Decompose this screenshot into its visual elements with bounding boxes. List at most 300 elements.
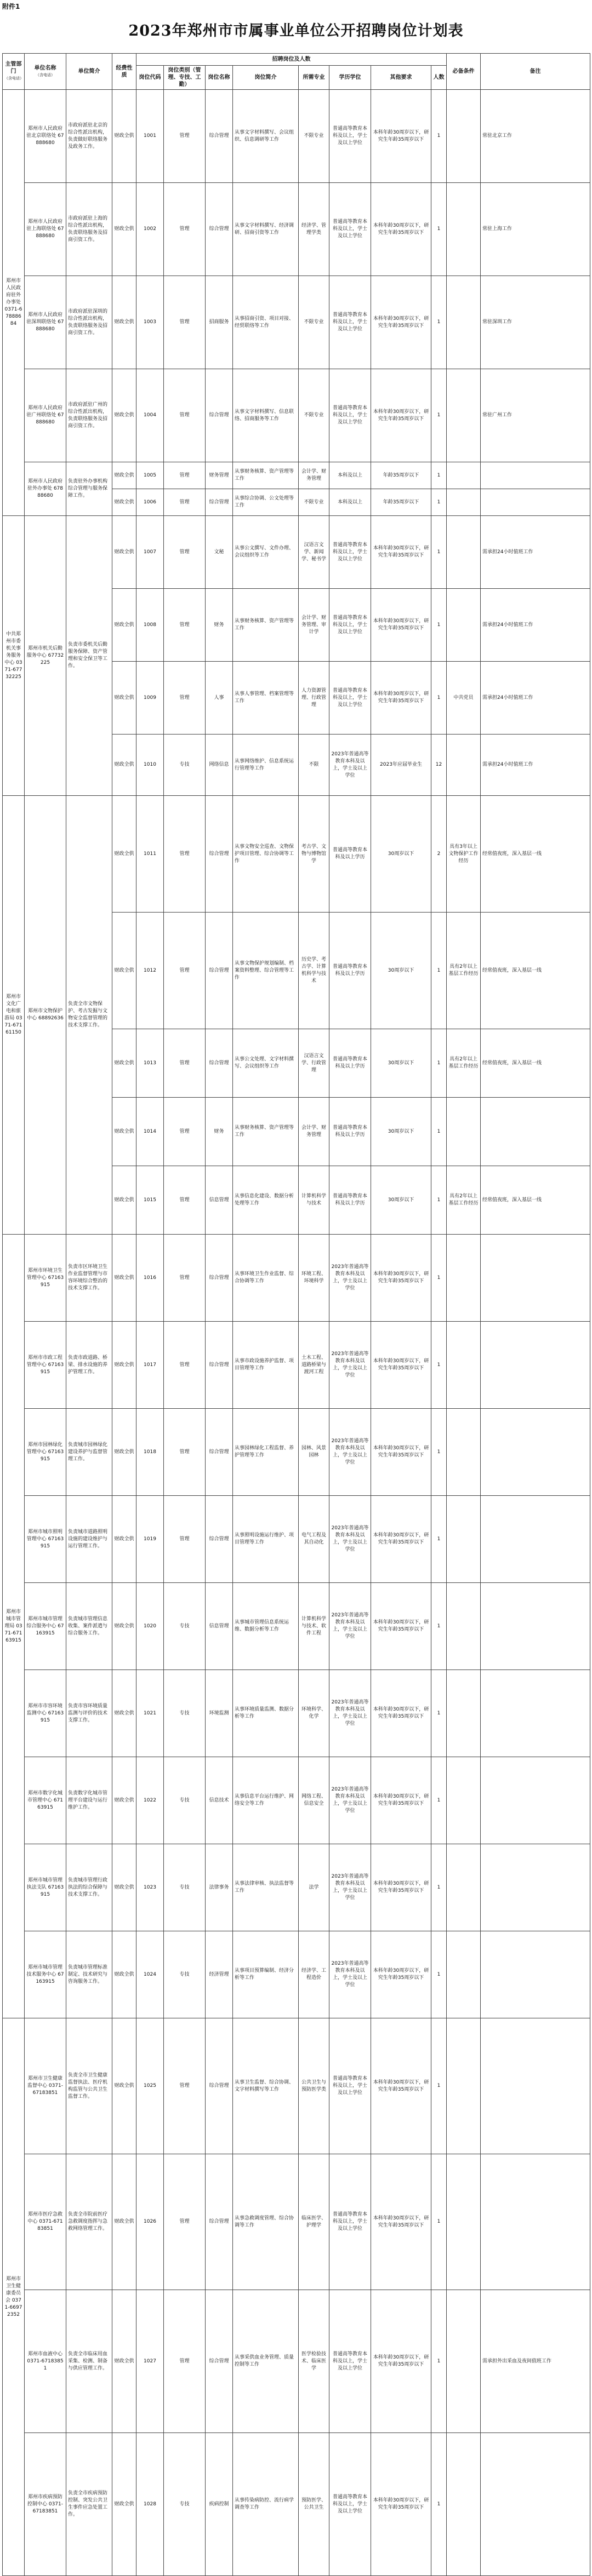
other-cell: 本科年龄30周岁以下，研究生年龄35周岁以下 (371, 1931, 431, 2018)
count-cell: 1 (431, 369, 447, 462)
code-cell: 1023 (136, 1844, 164, 1931)
position-name-cell: 招商服务 (206, 276, 233, 369)
major-cell: 预防医学、公共卫生 (299, 2433, 329, 2576)
position-name-cell: 综合管理 (206, 489, 233, 516)
header-code: 岗位代码 (136, 66, 164, 90)
edu-cell: 2023年普通高等教育本科及以上，学士及以上学位 (329, 1931, 371, 2018)
type-cell: 管理 (164, 589, 206, 662)
note-cell: 经常值夜班，深入基层一线 (481, 1166, 590, 1235)
code-cell: 1006 (136, 489, 164, 516)
cond-cell (447, 369, 481, 462)
desc-cell: 从事公文撰写、文件办理、会议组织等工作 (233, 516, 299, 589)
desc-cell: 从事财务核算、资产管理等工作 (233, 1098, 299, 1166)
note-cell: 经常值夜班，深入基层一线 (481, 913, 590, 1029)
table-row (3, 1235, 590, 1322)
edu-cell: 普通高等教育本科及以上，学士及以上学位 (329, 2290, 371, 2433)
table-row (3, 796, 590, 913)
major-cell: 不限 (299, 735, 329, 796)
major-cell: 法学 (299, 1844, 329, 1931)
note-cell: 需承担24小时值班工作 (481, 589, 590, 662)
type-cell: 专技 (164, 1844, 206, 1931)
other-cell: 30周岁以下 (371, 913, 431, 1029)
desc-cell: 从事卫生监督、综合协调、文字材料撰写等工作 (233, 2018, 299, 2154)
position-name-cell: 经济管理 (206, 1931, 233, 2018)
type-cell: 管理 (164, 1235, 206, 1322)
position-name-cell: 综合管理 (206, 2154, 233, 2290)
count-cell: 1 (431, 2018, 447, 2154)
note-cell (481, 1583, 590, 1670)
type-cell: 管理 (164, 489, 206, 516)
count-cell: 1 (431, 462, 447, 489)
count-cell: 1 (431, 1235, 447, 1322)
unit-cell: 郑州市城市管理综合服务中心 67163915 (25, 1583, 66, 1670)
count-cell: 12 (431, 735, 447, 796)
table-row (3, 1583, 590, 1670)
intro-cell: 负责城市管理行政执法的综合保障与技术支撑工作。 (66, 1844, 112, 1931)
header-major: 所需专业 (299, 66, 329, 90)
unit-cell: 郑州市人民政府驻上海联络处 67888680 (25, 183, 66, 276)
position-name-cell: 财务 (206, 1098, 233, 1166)
count-cell: 1 (431, 913, 447, 1029)
type-cell: 管理 (164, 369, 206, 462)
cond-cell: 具有2年以上基层工作经历 (447, 1029, 481, 1098)
note-cell: 经常值夜班，深入基层一线 (481, 796, 590, 913)
unit-cell: 郑州市城市照明管理中心 67163915 (25, 1496, 66, 1583)
count-cell: 1 (431, 1496, 447, 1583)
desc-cell: 从事招商引资、项目对接、经贸联络等工作 (233, 276, 299, 369)
unit-cell: 郑州市卫生健康监督中心 0371-67183851 (25, 2018, 66, 2154)
major-cell: 会计学、财务管理 (299, 462, 329, 489)
code-cell: 1018 (136, 1409, 164, 1496)
type-cell: 专技 (164, 2433, 206, 2576)
edu-cell: 普通高等教育本科及以上学历 (329, 1029, 371, 1098)
note-cell: 需承担24小时值班工作 (481, 662, 590, 735)
code-cell: 1003 (136, 276, 164, 369)
count-cell: 1 (431, 662, 447, 735)
page-title: 2023年郑州市市属事业单位公开招聘岗位计划表 (128, 22, 464, 39)
count-cell: 1 (431, 1583, 447, 1670)
funding-cell: 财政全供 (112, 183, 136, 276)
other-cell: 本科年龄30周岁以下，研究生年龄35周岁以下 (371, 1583, 431, 1670)
cond-cell (447, 2154, 481, 2290)
funding-cell: 财政全供 (112, 1757, 136, 1844)
cond-cell (447, 1409, 481, 1496)
major-cell: 会计学、财务管理、审计学 (299, 589, 329, 662)
unit-cell: 郑州市市政工程管理中心 67163915 (25, 1322, 66, 1409)
count-cell: 1 (431, 1322, 447, 1409)
major-cell: 土木工程、道路桥梁与渡河工程 (299, 1322, 329, 1409)
cond-cell (447, 1098, 481, 1166)
table-body (3, 90, 590, 2576)
intro-cell: 负责全市院前医疗急救调度指挥与急救网络管理工作。 (66, 2154, 112, 2290)
note-cell: 常驻北京工作 (481, 90, 590, 183)
edu-cell: 2023年普通高等教育本科及以上，学士及以上学位 (329, 735, 371, 796)
intro-cell: 负责城市管理信息收集、案件派遣与综合服务工作。 (66, 1583, 112, 1670)
recruitment-table (2, 53, 590, 2576)
edu-cell: 普通高等教育本科及以上学历 (329, 796, 371, 913)
code-cell: 1016 (136, 1235, 164, 1322)
count-cell: 1 (431, 589, 447, 662)
other-cell: 本科年龄30周岁以下，研究生年龄35周岁以下 (371, 2290, 431, 2433)
funding-cell: 财政全供 (112, 462, 136, 489)
intro-cell: 负责全市临床用血采集、检测、制备与供应管理工作。 (66, 2290, 112, 2433)
note-cell (481, 1757, 590, 1844)
intro-cell: 负责全市卫生健康监督执法、医疗机构监管与公共卫生监督工作。 (66, 2018, 112, 2154)
major-cell: 考古学、文物与博物馆学 (299, 796, 329, 913)
funding-cell: 财政全供 (112, 913, 136, 1029)
count-cell: 1 (431, 489, 447, 516)
edu-cell: 普通高等教育本科及以上学历 (329, 913, 371, 1029)
header-count: 人数 (431, 66, 447, 90)
intro-cell: 负责数字化城市管理平台建设与运行维护工作。 (66, 1757, 112, 1844)
edu-cell: 2023年普通高等教育本科及以上，学士及以上学位 (329, 1844, 371, 1931)
type-cell: 管理 (164, 1409, 206, 1496)
funding-cell: 财政全供 (112, 369, 136, 462)
intro-cell: 负责驻外办事机构综合管理与服务保障工作。 (66, 462, 112, 516)
type-cell: 管理 (164, 276, 206, 369)
major-cell: 计算机科学与技术、软件工程 (299, 1583, 329, 1670)
note-cell (481, 1496, 590, 1583)
position-name-cell: 疾病控制 (206, 2433, 233, 2576)
desc-cell: 从事照明设施运行维护、项目管理等工作 (233, 1496, 299, 1583)
edu-cell: 普通高等教育本科及以上，学士及以上学位 (329, 369, 371, 462)
other-cell: 30周岁以下 (371, 1029, 431, 1098)
type-cell: 管理 (164, 1496, 206, 1583)
code-cell: 1011 (136, 796, 164, 913)
type-cell: 管理 (164, 1322, 206, 1409)
desc-cell: 从事文字材料撰写、信息联络、招商服务等工作 (233, 369, 299, 462)
edu-cell: 2023年普通高等教育本科及以上，学士及以上学位 (329, 1496, 371, 1583)
other-cell: 本科年龄30周岁以下，研究生年龄35周岁以下 (371, 369, 431, 462)
funding-cell: 财政全供 (112, 2018, 136, 2154)
dept-cell: 郑州市人民政府驻外办事处 0371-67888684 (3, 90, 25, 516)
count-cell: 1 (431, 2433, 447, 2576)
count-cell: 1 (431, 2154, 447, 2290)
other-cell: 本科年龄30周岁以下，研究生年龄35周岁以下 (371, 276, 431, 369)
dept-cell: 郑州市卫生健康委员会 0371-66972352 (3, 2018, 25, 2576)
funding-cell: 财政全供 (112, 2154, 136, 2290)
note-cell (481, 1931, 590, 2018)
position-name-cell: 综合管理 (206, 1322, 233, 1409)
type-cell: 专技 (164, 1757, 206, 1844)
major-cell: 园林、风景园林 (299, 1409, 329, 1496)
type-cell: 专技 (164, 1670, 206, 1757)
cond-cell (447, 735, 481, 796)
cond-cell (447, 183, 481, 276)
cond-cell (447, 1235, 481, 1322)
position-name-cell: 综合管理 (206, 1409, 233, 1496)
other-cell: 本科年龄30周岁以下，研究生年龄35周岁以下 (371, 1409, 431, 1496)
type-cell: 专技 (164, 1931, 206, 2018)
dept-cell: 郑州市文化广电和旅游局 0371-67161150 (3, 796, 25, 1235)
cond-cell: 具有2年以上基层工作经历 (447, 1166, 481, 1235)
position-name-cell: 信息管理 (206, 1166, 233, 1235)
edu-cell: 2023年普通高等教育本科及以上，学士及以上学位 (329, 1409, 371, 1496)
unit-cell: 郑州市城市管理技术服务中心 67163915 (25, 1931, 66, 2018)
position-name-cell: 信息技术 (206, 1757, 233, 1844)
cond-cell (447, 2290, 481, 2433)
type-cell: 专技 (164, 735, 206, 796)
code-cell: 1020 (136, 1583, 164, 1670)
unit-cell: 郑州市人民政府驻外办事处 67888680 (25, 462, 66, 516)
major-cell: 环境工程、环境科学 (299, 1235, 329, 1322)
edu-cell: 2023年普通高等教育本科及以上，学士及以上学位 (329, 1235, 371, 1322)
cond-cell (447, 516, 481, 589)
position-name-cell: 综合管理 (206, 369, 233, 462)
cond-cell (447, 589, 481, 662)
position-name-cell: 综合管理 (206, 1029, 233, 1098)
position-name-cell: 综合管理 (206, 2018, 233, 2154)
edu-cell: 2023年普通高等教育本科及以上，学士及以上学位 (329, 1757, 371, 1844)
unit-cell: 郑州市血液中心 0371-67183851 (25, 2290, 66, 2433)
table-row (3, 369, 590, 462)
code-cell: 1019 (136, 1496, 164, 1583)
type-cell: 管理 (164, 1098, 206, 1166)
note-cell (481, 1098, 590, 1166)
intro-cell: 市政府派驻深圳的综合性派出机构，负责联络服务及招商引资工作。 (66, 276, 112, 369)
type-cell: 专技 (164, 1583, 206, 1670)
edu-cell: 本科及以上 (329, 462, 371, 489)
funding-cell: 财政全供 (112, 90, 136, 183)
note-cell: 需承担24小时值班工作 (481, 516, 590, 589)
attachment-label: 附件1 (2, 3, 20, 10)
desc-cell: 从事法律审核、执法监督等工作 (233, 1844, 299, 1931)
funding-cell: 财政全供 (112, 276, 136, 369)
count-cell: 1 (431, 1409, 447, 1496)
funding-cell: 财政全供 (112, 1098, 136, 1166)
other-cell: 本科年龄30周岁以下，研究生年龄35周岁以下 (371, 1235, 431, 1322)
other-cell: 本科年龄30周岁以下，研究生年龄35周岁以下 (371, 183, 431, 276)
position-name-cell: 信息管理 (206, 1583, 233, 1670)
edu-cell: 普通高等教育本科及以上，学士及以上学位 (329, 2154, 371, 2290)
desc-cell: 从事财务核算、资产管理等工作 (233, 462, 299, 489)
other-cell: 本科年龄30周岁以下，研究生年龄35周岁以下 (371, 516, 431, 589)
intro-cell: 负责城市管理标准制定、技术研究与咨询服务工作。 (66, 1931, 112, 2018)
position-name-cell: 综合管理 (206, 2290, 233, 2433)
position-name-cell: 财务 (206, 589, 233, 662)
position-name-cell: 网络信息 (206, 735, 233, 796)
dept-cell: 中共郑州市委机关事务服务中心 0371-67732225 (3, 516, 25, 796)
unit-cell: 郑州市医疗急救中心 0371-67183851 (25, 2154, 66, 2290)
type-cell: 管理 (164, 796, 206, 913)
cond-cell: 具有3年以上文物保护工作经历 (447, 796, 481, 913)
unit-cell: 郑州市环境卫生管理中心 67163915 (25, 1235, 66, 1322)
edu-cell: 普通高等教育本科及以上，学士及以上学位 (329, 2018, 371, 2154)
note-cell (481, 2154, 590, 2290)
note-cell (481, 462, 590, 489)
funding-cell: 财政全供 (112, 735, 136, 796)
other-cell: 本科年龄30周岁以下，研究生年龄35周岁以下 (371, 2018, 431, 2154)
funding-cell: 财政全供 (112, 796, 136, 913)
edu-cell: 2023年普通高等教育本科及以上，学士及以上学位 (329, 1322, 371, 1409)
desc-cell: 从事人事管理、档案管理等工作 (233, 662, 299, 735)
note-cell (481, 1670, 590, 1757)
desc-cell: 从事急救调度管理、综合协调等工作 (233, 2154, 299, 2290)
major-cell: 汉语言文学、新闻学、秘书学 (299, 516, 329, 589)
code-cell: 1008 (136, 589, 164, 662)
header-dept: 主管部门 （含电话） (3, 54, 25, 90)
table-row (3, 1931, 590, 2018)
code-cell: 1007 (136, 516, 164, 589)
code-cell: 1002 (136, 183, 164, 276)
type-cell: 管理 (164, 1166, 206, 1235)
desc-cell: 从事信息平台运行维护、网络安全等工作 (233, 1757, 299, 1844)
count-cell: 1 (431, 1166, 447, 1235)
unit-cell: 郑州市机关后勤服务中心 67732225 (25, 516, 66, 796)
desc-cell: 从事信息化建设、数据分析处理等工作 (233, 1166, 299, 1235)
code-cell: 1015 (136, 1166, 164, 1235)
funding-cell: 财政全供 (112, 1844, 136, 1931)
cond-cell (447, 90, 481, 183)
type-cell: 管理 (164, 462, 206, 489)
intro-cell: 市政府派驻广州的综合性派出机构，负责联络服务及招商引资工作。 (66, 369, 112, 462)
cond-cell: 具有2年以上基层工作经历 (447, 913, 481, 1029)
note-cell: 需承担外出采血及夜间值班工作 (481, 2290, 590, 2433)
type-cell: 管理 (164, 183, 206, 276)
code-cell: 1025 (136, 2018, 164, 2154)
major-cell: 不限专业 (299, 90, 329, 183)
desc-cell: 从事文字材料撰写、经济调研、招商引资等工作 (233, 183, 299, 276)
major-cell: 不限专业 (299, 489, 329, 516)
intro-cell: 负责城市道路照明设施的建设维护与运行管理工作。 (66, 1496, 112, 1583)
note-cell (481, 1844, 590, 1931)
other-cell: 本科年龄30周岁以下，研究生年龄35周岁以下 (371, 589, 431, 662)
edu-cell: 普通高等教育本科及以上，学士及以上学位 (329, 589, 371, 662)
header-cond: 必备条件 (447, 54, 481, 90)
type-cell: 管理 (164, 2290, 206, 2433)
header-group: 招聘岗位及人数 (136, 54, 447, 66)
major-cell: 不限专业 (299, 369, 329, 462)
code-cell: 1005 (136, 462, 164, 489)
other-cell: 30周岁以下 (371, 1098, 431, 1166)
type-cell: 管理 (164, 2018, 206, 2154)
other-cell: 本科年龄30周岁以下，研究生年龄35周岁以下 (371, 90, 431, 183)
other-cell: 年龄35周岁以下 (371, 462, 431, 489)
major-cell: 计算机科学与技术 (299, 1166, 329, 1235)
table-header-row (3, 54, 590, 66)
count-cell: 1 (431, 1029, 447, 1098)
other-cell: 年龄35周岁以下 (371, 489, 431, 516)
edu-cell: 2023年普通高等教育本科及以上，学士及以上学位 (329, 1583, 371, 1670)
note-cell (481, 1235, 590, 1322)
desc-cell: 从事文物保护规划编制、档案资料整理、综合管理等工作 (233, 913, 299, 1029)
cond-cell: 中共党员 (447, 662, 481, 735)
other-cell: 30周岁以下 (371, 1166, 431, 1235)
code-cell: 1004 (136, 369, 164, 462)
code-cell: 1021 (136, 1670, 164, 1757)
code-cell: 1009 (136, 662, 164, 735)
funding-cell: 财政全供 (112, 1670, 136, 1757)
position-name-cell: 法律事务 (206, 1844, 233, 1931)
note-cell (481, 1322, 590, 1409)
type-cell: 管理 (164, 2154, 206, 2290)
edu-cell: 普通高等教育本科及以上学历 (329, 1166, 371, 1235)
count-cell: 1 (431, 1098, 447, 1166)
major-cell: 环境科学、化学 (299, 1670, 329, 1757)
desc-cell: 从事综合协调、公文处理等工作 (233, 489, 299, 516)
edu-cell: 普通高等教育本科及以上，学士及以上学位 (329, 276, 371, 369)
desc-cell: 从事网络维护、信息系统运行管理等工作 (233, 735, 299, 796)
note-cell (481, 1409, 590, 1496)
other-cell: 本科年龄30周岁以下，研究生年龄35周岁以下 (371, 2154, 431, 2290)
other-cell: 本科年龄30周岁以下，研究生年龄35周岁以下 (371, 1496, 431, 1583)
count-cell: 1 (431, 90, 447, 183)
intro-cell: 市政府派驻北京的综合性派出机构，负责做好联络服务及政务工作。 (66, 90, 112, 183)
header-intro: 单位简介 (66, 54, 112, 90)
desc-cell: 从事财务核算、资产管理等工作 (233, 589, 299, 662)
unit-cell: 郑州市人民政府驻北京联络处 67888680 (25, 90, 66, 183)
desc-cell: 从事公文处理、文字材料撰写、会议组织等工作 (233, 1029, 299, 1098)
table-row (3, 1844, 590, 1931)
count-cell: 1 (431, 1844, 447, 1931)
intro-cell: 市政府派驻上海的综合性派出机构，负责联络服务及招商引资工作。 (66, 183, 112, 276)
code-cell: 1022 (136, 1757, 164, 1844)
position-name-cell: 综合管理 (206, 796, 233, 913)
cond-cell (447, 1931, 481, 2018)
position-name-cell: 人事 (206, 662, 233, 735)
funding-cell: 财政全供 (112, 662, 136, 735)
desc-cell: 从事市政设施养护监督、项目管理等工作 (233, 1322, 299, 1409)
note-cell: 常驻广州工作 (481, 369, 590, 462)
funding-cell: 财政全供 (112, 2290, 136, 2433)
table-row (3, 90, 590, 183)
type-cell: 管理 (164, 1029, 206, 1098)
other-cell: 本科年龄30周岁以下，研究生年龄35周岁以下 (371, 1844, 431, 1931)
major-cell: 人力资源管理、行政管理 (299, 662, 329, 735)
code-cell: 1017 (136, 1322, 164, 1409)
header-type: 岗位类别（管理、专技、工勤） (164, 66, 206, 90)
major-cell: 临床医学、护理学 (299, 2154, 329, 2290)
code-cell: 1026 (136, 2154, 164, 2290)
desc-cell: 从事传染病防控、流行病学调查等工作 (233, 2433, 299, 2576)
desc-cell: 从事文字材料撰写、会议组织、信息调研等工作 (233, 90, 299, 183)
count-cell: 1 (431, 2290, 447, 2433)
funding-cell: 财政全供 (112, 1496, 136, 1583)
table-row (3, 1322, 590, 1409)
cond-cell (447, 1844, 481, 1931)
code-cell: 1024 (136, 1931, 164, 2018)
desc-cell: 从事环境质量监测、数据分析等工作 (233, 1670, 299, 1757)
type-cell: 管理 (164, 516, 206, 589)
cond-cell (447, 489, 481, 516)
header-desc: 岗位简介 (233, 66, 299, 90)
funding-cell: 财政全供 (112, 1409, 136, 1496)
funding-cell: 财政全供 (112, 1029, 136, 1098)
funding-cell: 财政全供 (112, 1322, 136, 1409)
type-cell: 管理 (164, 662, 206, 735)
unit-cell: 郑州市人民政府驻深圳联络处 67888680 (25, 276, 66, 369)
note-cell (481, 489, 590, 516)
edu-cell: 普通高等教育本科及以上，学士及以上学位 (329, 90, 371, 183)
other-cell: 本科年龄30周岁以下，研究生年龄35周岁以下 (371, 2433, 431, 2576)
edu-cell: 普通高等教育本科及以上，学士及以上学位 (329, 516, 371, 589)
edu-cell: 本科及以上 (329, 489, 371, 516)
unit-cell: 郑州市城市管理执法支队 67163915 (25, 1844, 66, 1931)
count-cell: 2 (431, 796, 447, 913)
position-name-cell: 综合管理 (206, 183, 233, 276)
note-cell: 需承担24小时值班工作 (481, 735, 590, 796)
intro-cell: 负责全市文物保护、考古发掘与文物安全监督管理的技术支撑工作。 (66, 796, 112, 1235)
major-cell: 医学检验技术、临床医学 (299, 2290, 329, 2433)
unit-cell: 郑州市人民政府驻广州联络处 67888680 (25, 369, 66, 462)
major-cell: 不限专业 (299, 276, 329, 369)
major-cell: 会计学、财务管理 (299, 1098, 329, 1166)
note-cell: 常驻深圳工作 (481, 276, 590, 369)
intro-cell: 负责市委机关后勤服务保障、资产管理和安全保卫等工作。 (66, 516, 112, 796)
header-edu: 学历学位 (329, 66, 371, 90)
intro-cell: 负责市政道路、桥梁、排水设施的养护管理工作。 (66, 1322, 112, 1409)
cond-cell (447, 1583, 481, 1670)
